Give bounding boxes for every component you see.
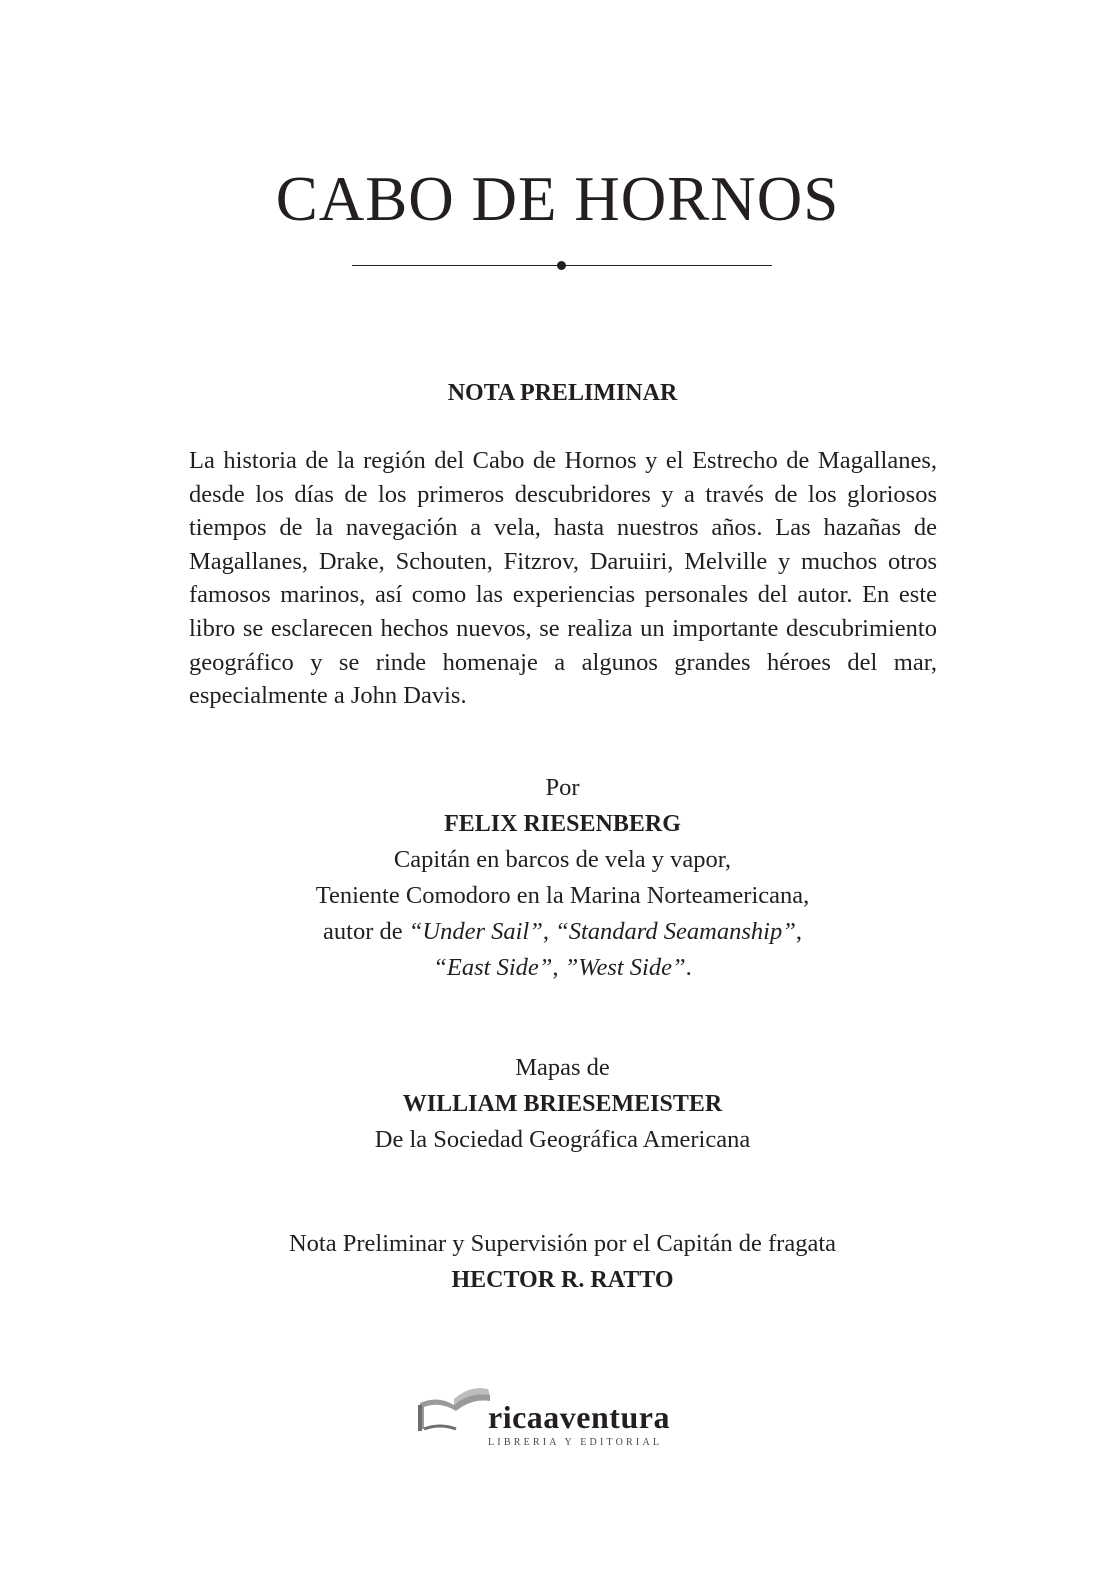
author-block [0,770,1115,986]
by-label: Por [545,774,580,801]
author-name: FELIX RIESENBERG [444,811,681,837]
work-title: “Standard Seamanship” [555,918,796,945]
works-separator: , [552,954,565,981]
author-credit-line-2: Teniente Comodoro en la Marina Norteamericana, [315,882,810,909]
open-book-icon [414,1385,494,1435]
author-works-line-1 [0,914,1115,950]
works-separator: , [795,918,802,945]
book-title: CABO DE HORNOS [275,164,840,234]
cartographer-affiliation: De la Sociedad Geográfica Americana [374,1126,751,1153]
work-title: ”West Side” [564,954,686,981]
works-prefix: autor de [323,918,409,945]
maps-label: Mapas de [515,1054,610,1081]
cartographer-name: WILLIAM BRIESEMEISTER [402,1091,723,1117]
supervision-block [0,1226,1115,1298]
works-end: . [685,954,692,981]
author-works-line-2 [0,950,1115,986]
publisher-name: ricaaventura [488,1399,670,1435]
divider-dot [557,261,566,270]
publisher-subtitle: LIBRERIA Y EDITORIAL [488,1437,663,1448]
work-title: “East Side” [433,954,553,981]
section-heading: NOTA PRELIMINAR [447,380,678,406]
supervisor-name: HECTOR R. RATTO [451,1267,674,1293]
supervision-label: Nota Preliminar y Supervisión por el Capitán de fragata [288,1230,836,1257]
work-title: “Under Sail” [408,918,543,945]
maps-block [0,1050,1115,1158]
preliminary-note-text: La historia de la región del Cabo de Hornos y el Estrecho de Magallanes, desde los días de los primeros descubridores y a través de los gloriosos tiempos de la navegación a vela, hasta nuestros años. Las hazañas de Magallanes, Drake, Schouten, Fitzrov, Daruiiri, Melville y muchos otros famosos marinos, así como las experiencias personales del autor. En este libro se esclarecen hechos nuevos, se realiza un importante descubrimiento geográfico y se rinde homenaje a algunos grandes héroes del mar, especialmente a John Davis. [189,447,937,710]
works-separator: , [542,918,556,945]
author-credit-line-1: Capitán en barcos de vela y vapor, [393,846,732,873]
publisher-logo [414,1385,679,1455]
title-divider-ornament [352,257,772,275]
